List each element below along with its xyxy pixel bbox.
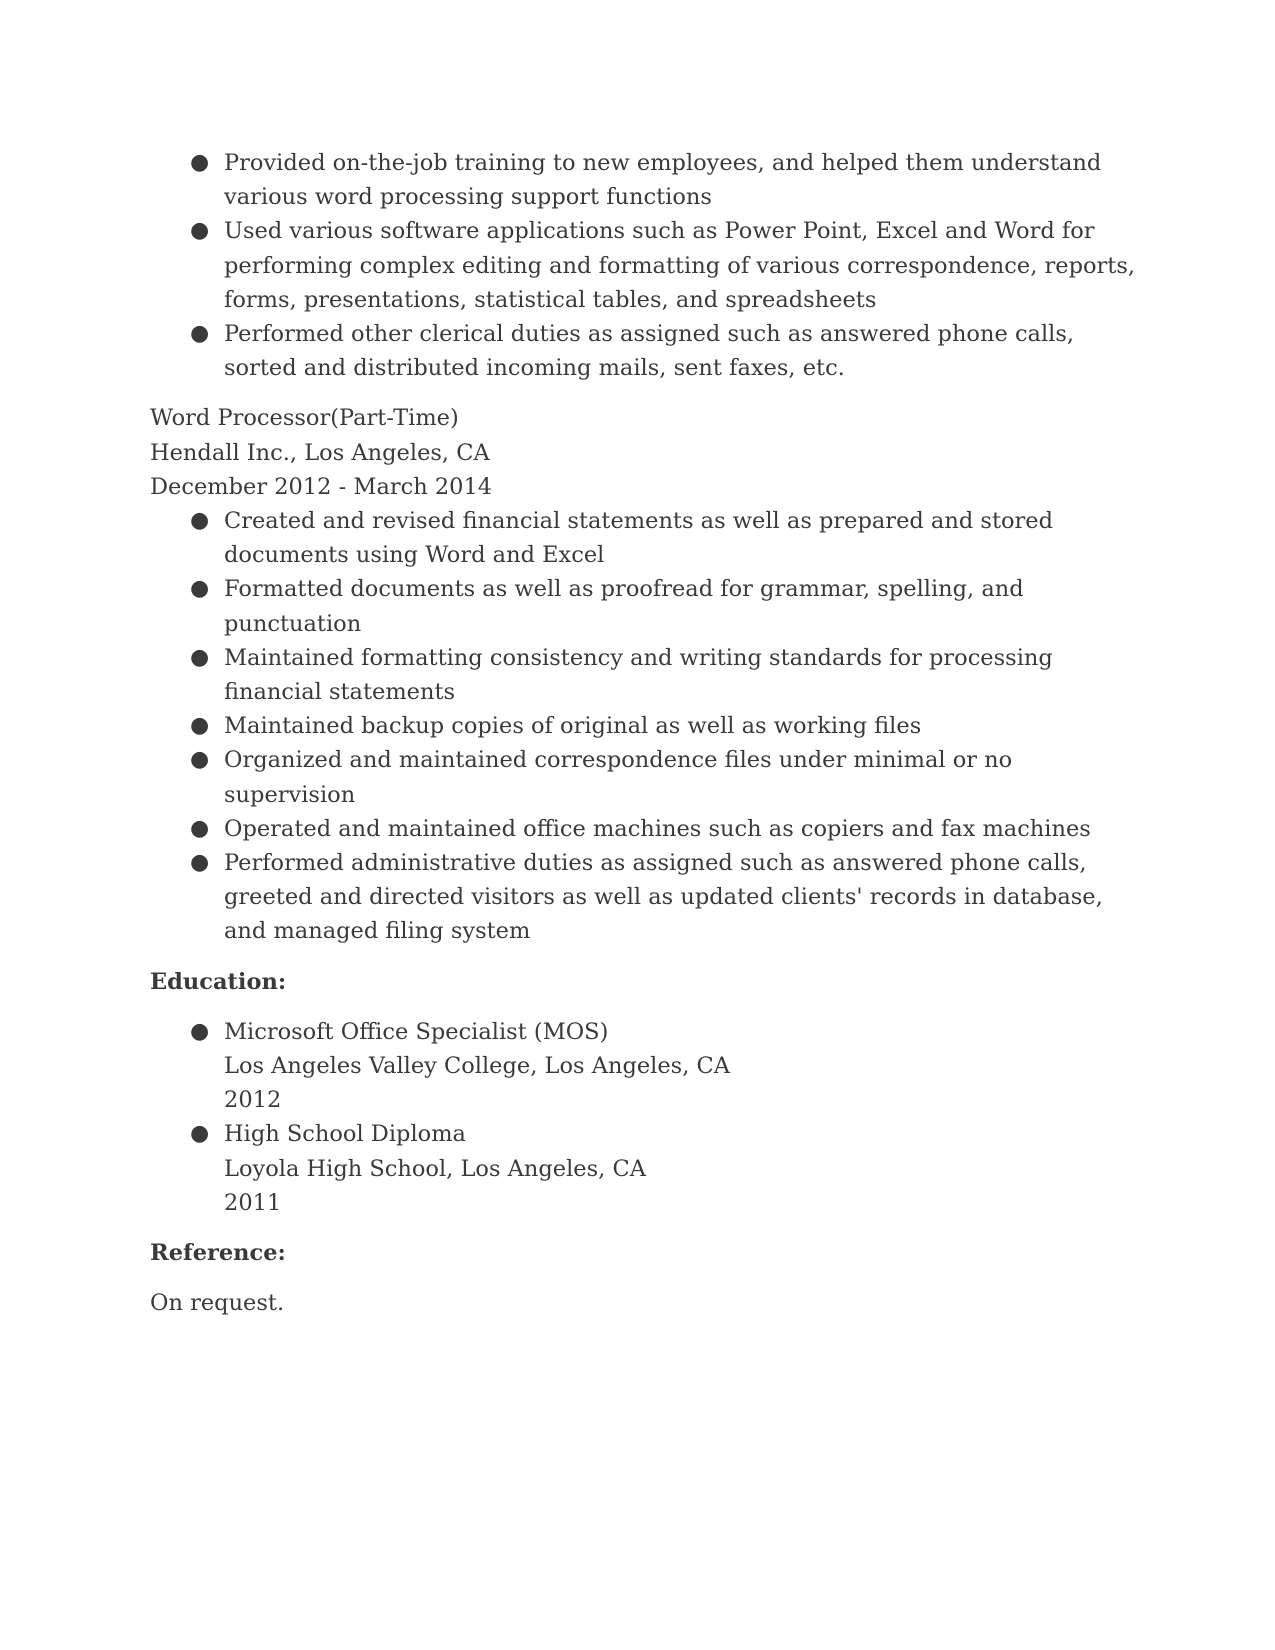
reference-heading: Reference: bbox=[150, 1240, 286, 1267]
job-title: Word Processor(Part-Time) bbox=[150, 405, 459, 432]
bullet-icon: ● bbox=[190, 508, 210, 534]
bullet-icon: ● bbox=[190, 218, 210, 244]
education-year: 2012 bbox=[224, 1087, 282, 1114]
education-school: Loyola High School, Los Angeles, CA bbox=[224, 1155, 646, 1182]
list-item-text: Created and revised financial statements as well as prepared and stored documents using Word and Excel bbox=[224, 508, 1054, 569]
education-year: 2011 bbox=[224, 1189, 282, 1216]
education-school: Los Angeles Valley College, Los Angeles, CA bbox=[224, 1053, 730, 1080]
bullet-icon: ● bbox=[190, 576, 210, 602]
list-item-text: Organized and maintained correspondence files under minimal or no supervision bbox=[224, 747, 1013, 808]
job-company: Hendall Inc., Los Angeles, CA bbox=[150, 439, 490, 466]
bullet-icon: ● bbox=[190, 713, 210, 739]
list-item bbox=[150, 1015, 1140, 1118]
education-degree: Microsoft Office Specialist (MOS) bbox=[224, 1018, 609, 1045]
job-dates: December 2012 - March 2014 bbox=[150, 473, 493, 500]
list-item bbox=[150, 504, 1140, 572]
list-item bbox=[150, 317, 1140, 385]
list-item bbox=[150, 812, 1140, 846]
resume-content bbox=[150, 146, 1140, 1321]
spacer bbox=[150, 385, 1140, 401]
list-item bbox=[150, 846, 1140, 949]
reference-text: On request. bbox=[150, 1290, 285, 1317]
education-degree: High School Diploma bbox=[224, 1121, 466, 1148]
list-item-text: Used various software applications such as Power Point, Excel and Word for performing complex editing and formatting of various correspondence, reports, forms, presentations, statistical tables, and spreadsheets bbox=[224, 218, 1136, 313]
list-item bbox=[150, 146, 1140, 214]
bullet-icon: ● bbox=[190, 150, 210, 175]
education-heading: Education: bbox=[150, 968, 287, 995]
list-item-text: Formatted documents as well as proofread for grammar, spelling, and punctuation bbox=[224, 576, 1024, 637]
list-item bbox=[150, 641, 1140, 709]
list-item-text: Provided on-the-job training to new employees, and helped them understand various word processing support functions bbox=[224, 150, 1102, 211]
list-item-text: Maintained backup copies of original as well as working files bbox=[224, 713, 922, 740]
list-item bbox=[150, 1117, 1140, 1220]
list-item-text: Performed administrative duties as assigned such as answered phone calls, greeted and directed visitors as well as updated clients' records in database, and managed filing system bbox=[224, 850, 1103, 945]
list-item bbox=[150, 709, 1140, 743]
bullet-icon: ● bbox=[190, 1121, 210, 1147]
list-item bbox=[150, 214, 1140, 317]
list-item-text: Performed other clerical duties as assigned such as answered phone calls, sorted and distributed incoming mails, sent faxes, etc. bbox=[224, 321, 1075, 382]
job2-bullet-list bbox=[150, 504, 1140, 949]
list-item-text: Operated and maintained office machines such as copiers and fax machines bbox=[224, 815, 1091, 842]
bullet-icon: ● bbox=[190, 850, 210, 876]
bullet-icon: ● bbox=[190, 1018, 210, 1044]
list-item bbox=[150, 572, 1140, 640]
bullet-icon: ● bbox=[190, 644, 210, 670]
job1-bullet-list bbox=[150, 146, 1140, 385]
list-item-text: Maintained formatting consistency and writing standards for processing financial statements bbox=[224, 644, 1053, 706]
bullet-icon: ● bbox=[190, 747, 210, 773]
education-list bbox=[150, 1015, 1140, 1220]
bullet-icon: ● bbox=[190, 321, 210, 347]
list-item bbox=[150, 743, 1140, 811]
bullet-icon: ● bbox=[190, 815, 210, 841]
